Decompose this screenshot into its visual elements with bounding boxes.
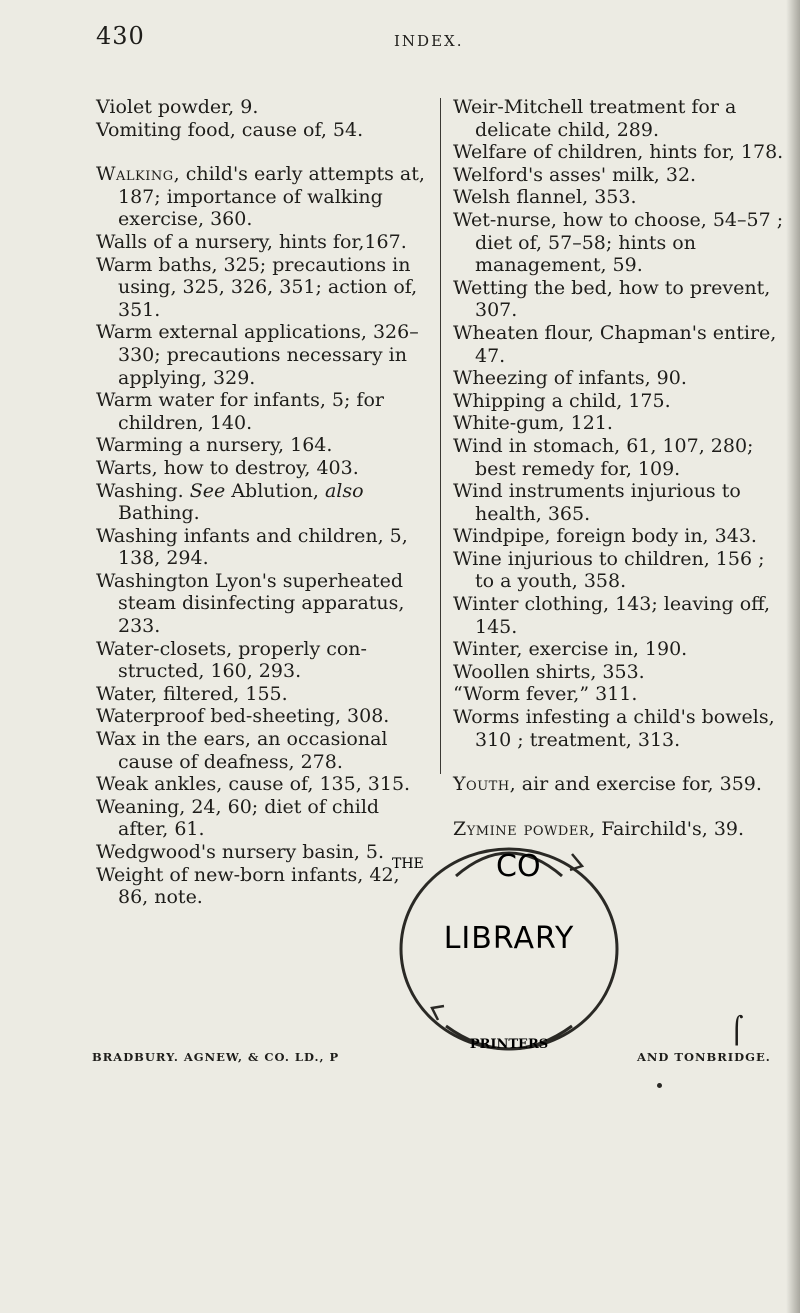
entry-text: Wedgwood's nursery basin, 5. bbox=[96, 841, 385, 863]
stamp-top-text: THE bbox=[392, 856, 424, 872]
index-entry bbox=[453, 683, 788, 706]
ink-dot bbox=[657, 1083, 662, 1088]
library-stamp bbox=[386, 836, 632, 1062]
entry-text: , child's early attempts at, 187; importance of walking exercise, 360. bbox=[118, 163, 425, 231]
entry-text: “Worm fever,” 311. bbox=[453, 683, 638, 706]
index-entry bbox=[453, 593, 788, 638]
entry-text: Washing. bbox=[96, 479, 190, 502]
entry-text: Warts, how to destroy, 403. bbox=[96, 456, 359, 479]
index-entry bbox=[96, 457, 426, 480]
entry-text: Washington Lyon's superheated steam disinfecting apparatus, 233. bbox=[96, 569, 405, 638]
entry-text: Wind instruments injurious to health, 365. bbox=[453, 480, 741, 525]
index-entry bbox=[453, 525, 788, 548]
entry-see-text: Ablution, bbox=[225, 479, 325, 502]
index-entry bbox=[96, 796, 426, 841]
entry-text: Weir-Mitchell treatment for a delicate child, 289. bbox=[453, 96, 737, 141]
index-entry bbox=[453, 661, 788, 684]
entry-also: also bbox=[324, 479, 364, 502]
index-entry bbox=[96, 638, 426, 683]
printer-imprint-left: BRADBURY. AGNEW, & CO. LD., P bbox=[92, 1050, 340, 1064]
index-entry bbox=[96, 525, 426, 570]
entry-text: Wetting the bed, how to prevent, 307. bbox=[453, 276, 771, 322]
entry-text: Vomiting food, cause of, 54. bbox=[96, 118, 364, 141]
entry-head: Zymine powder bbox=[453, 817, 590, 840]
entry-text: Wine injurious to children, 156 ; to a youth, 358. bbox=[453, 547, 765, 593]
entry-text: Wax in the ears, an occasional cause of deafness, 278. bbox=[96, 728, 388, 773]
entry-text: Wheezing of infants, 90. bbox=[453, 367, 687, 390]
index-column-right bbox=[453, 96, 788, 840]
index-entry bbox=[96, 683, 426, 706]
entry-after: Bathing. bbox=[118, 502, 200, 525]
margin-mark: ⌠ bbox=[730, 1016, 744, 1046]
page-edge-shadow bbox=[786, 0, 800, 1313]
column-divider bbox=[440, 98, 441, 774]
index-entry bbox=[96, 864, 426, 909]
index-entry bbox=[453, 141, 788, 164]
index-entry bbox=[453, 480, 788, 525]
entry-text: Wheaten flour, Chapman's entire, 47. bbox=[453, 321, 777, 367]
index-entry bbox=[96, 570, 426, 638]
entry-text: Welfare of children, hints for, 178. bbox=[453, 141, 784, 164]
index-entry bbox=[96, 254, 426, 322]
index-entry bbox=[453, 638, 788, 661]
stamp-upper-arc-text: CO bbox=[496, 849, 541, 884]
entry-text: Weaning, 24, 60; diet of child after, 61. bbox=[96, 795, 380, 841]
index-entry bbox=[96, 728, 426, 773]
index-entry bbox=[96, 321, 426, 389]
entry-gap bbox=[453, 751, 788, 773]
index-entry bbox=[453, 706, 788, 751]
entry-text: Woollen shirts, 353. bbox=[453, 660, 645, 683]
stamp-bottom-text: PRINTERS bbox=[469, 1037, 549, 1052]
entry-text: , Fairchild's, 39. bbox=[589, 817, 745, 840]
index-entry bbox=[453, 390, 788, 413]
entry-text: Warm baths, 325; precautions in using, 325, 326, 351; action of, 351. bbox=[96, 253, 418, 321]
entry-text: Walls of a nursery, hints for,167. bbox=[96, 230, 407, 253]
entry-text: Winter, exercise in, 190. bbox=[453, 638, 688, 661]
index-entry bbox=[96, 773, 426, 796]
entry-text: Water, filtered, 155. bbox=[96, 682, 288, 705]
index-entry bbox=[96, 434, 426, 457]
entry-text: Welford's asses' milk, 32. bbox=[453, 163, 697, 186]
index-entry bbox=[453, 186, 788, 209]
stamp-arrow-icon bbox=[432, 1006, 444, 1020]
entry-gap bbox=[453, 796, 788, 818]
index-entry bbox=[453, 209, 788, 277]
entry-text: Whipping a child, 175. bbox=[453, 389, 671, 412]
index-entry bbox=[96, 119, 426, 142]
index-column-left bbox=[96, 96, 426, 909]
index-entry bbox=[453, 773, 788, 796]
entry-text: Warm water for infants, 5; for children, 140. bbox=[96, 389, 384, 434]
printer-imprint-right: AND TONBRIDGE. bbox=[637, 1050, 771, 1064]
entry-text: Weak ankles, cause of, 135, 315. bbox=[96, 773, 411, 796]
index-entry bbox=[96, 705, 426, 728]
index-entry bbox=[96, 163, 426, 231]
index-entry bbox=[96, 96, 426, 119]
index-entry bbox=[453, 412, 788, 435]
entry-head: Walking bbox=[96, 163, 174, 186]
entry-text: Windpipe, foreign body in, 343. bbox=[453, 525, 757, 548]
entry-text: Violet powder, 9. bbox=[96, 96, 259, 118]
entry-text: Worms infesting a child's bowels, 310 ; treatment, 313. bbox=[453, 706, 775, 751]
index-entry bbox=[453, 435, 788, 480]
page-number: 430 bbox=[96, 22, 145, 50]
entry-text: Washing infants and children, 5, 138, 294. bbox=[96, 524, 408, 570]
index-entry bbox=[453, 322, 788, 367]
index-entry bbox=[453, 96, 788, 141]
index-entry bbox=[96, 841, 426, 864]
entry-text: White-gum, 121. bbox=[453, 412, 613, 435]
index-entry bbox=[453, 164, 788, 187]
index-entry bbox=[96, 231, 426, 254]
entry-text: Wind in stomach, 61, 107, 280; best remedy for, 109. bbox=[453, 434, 754, 480]
index-entry bbox=[96, 480, 426, 525]
entry-text: , air and exercise for, 359. bbox=[509, 773, 762, 796]
index-entry bbox=[453, 277, 788, 322]
running-head: INDEX. bbox=[394, 32, 464, 50]
stamp-label: LIBRARY bbox=[443, 921, 575, 956]
entry-text: Water-closets, properly constructed, 160, 293. bbox=[96, 637, 367, 683]
entry-text: Warm external applications, 326–330; precautions necessary in applying, 329. bbox=[96, 321, 419, 389]
index-entry bbox=[453, 548, 788, 593]
entry-head: Youth bbox=[453, 773, 510, 796]
entry-text: Wet-nurse, how to choose, 54–57 ; diet of, 57–58; hints on management, 59. bbox=[453, 208, 784, 277]
entry-gap bbox=[96, 141, 426, 163]
index-entry bbox=[96, 389, 426, 434]
entry-text: Welsh flannel, 353. bbox=[453, 186, 637, 209]
entry-text: Winter clothing, 143; leaving off, 145. bbox=[453, 593, 770, 638]
entry-text: Weight of new-born infants, 42, 86, note. bbox=[96, 863, 400, 909]
entry-text: Waterproof bed-sheeting, 308. bbox=[96, 705, 390, 728]
entry-text: Warming a nursery, 164. bbox=[96, 434, 333, 457]
entry-see: See bbox=[189, 479, 226, 502]
index-entry bbox=[453, 367, 788, 390]
